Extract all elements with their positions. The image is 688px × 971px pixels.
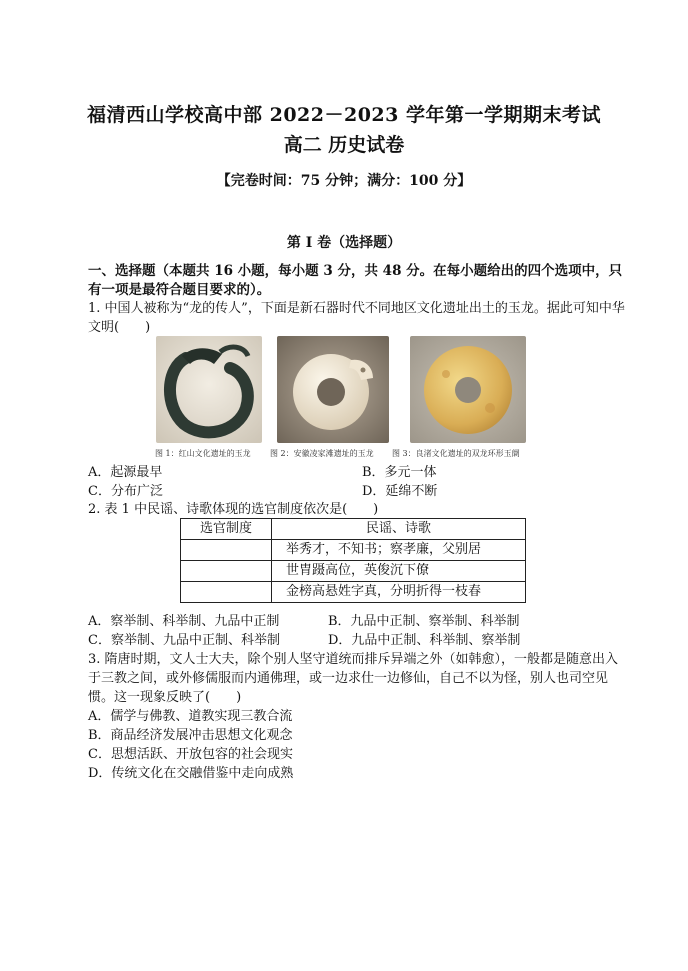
section-instructions: 一、选择题（本题共 16 小题，每小题 3 分，共 48 分。在每小题给出的四个选项中，只有一项是最符合题目要求的）。 <box>88 263 623 298</box>
q3-option-c: C．思想活跃、开放包容的社会现实 <box>88 747 293 762</box>
q2-option-a: A．察举制、科举制、九品中正制 <box>88 614 280 629</box>
figure-3-caption: 图 3：良渚文化遗址的双龙环形玉阛 <box>392 449 520 458</box>
exam-subtitle: 高二 历史试卷 <box>283 134 405 156</box>
q3-stem: 3. 隋唐时期，文人士大夫，除个别人坚守道统而排斥异端之外（如韩愈），一般都是随意出入于三教之间，或外修儒服而内通佛理，或一边求仕一边修仙，自己不以为怪，别人也司空见惯。这一现象反映了( ) <box>88 652 619 705</box>
q3-option-a: A．儒学与佛教、道教实现三教合流 <box>88 709 293 724</box>
figure-2-jade-dragon-image <box>277 336 389 443</box>
q1-option-b: B．多元一体 <box>362 465 437 480</box>
q2-option-c: C．察举制、九品中正制、科举制 <box>88 633 280 648</box>
q3-option-d: D．传统文化在交融借鉴中走向成熟 <box>88 766 294 781</box>
figure-1-jade-dragon-image <box>156 336 262 443</box>
q1-stem: 1. 中国人被称为“龙的传人”，下面是新石器时代不同地区文化遗址出土的玉龙。据此可知中华文明( ) <box>88 301 625 335</box>
table-row <box>181 561 526 582</box>
table-row <box>181 540 526 561</box>
table-cell: 世胄蹑高位，英俊沉下僚 <box>272 561 526 582</box>
table-cell <box>181 582 272 603</box>
table-cell: 举秀才，不知书；察孝廉，父别居 <box>272 540 526 561</box>
q1-option-a: A．起源最早 <box>88 465 163 480</box>
q2-option-b: B．九品中正制、察举制、科举制 <box>328 614 520 629</box>
q3-option-b: B．商品经济发展冲击思想文化观念 <box>88 728 293 743</box>
table-header-row <box>181 519 526 540</box>
table-cell <box>181 540 272 561</box>
figure-3-jade-ring-image <box>410 336 526 443</box>
table-cell: 金榜高悬姓字真，分明折得一枝春 <box>272 582 526 603</box>
figure-1-caption: 图 1：红山文化遗址的玉龙 <box>155 449 251 458</box>
selection-system-table <box>180 518 526 603</box>
table-cell <box>181 561 272 582</box>
q1-option-c: C．分布广泛 <box>88 484 163 499</box>
table-header-cell: 民谣、诗歌 <box>272 519 526 540</box>
q2-stem: 2. 表 1 中民谣、诗歌体现的选官制度依次是( ) <box>88 502 379 517</box>
q1-option-d: D．延绵不断 <box>362 484 438 499</box>
table-row <box>181 582 526 603</box>
exam-title: 福清西山学校高中部 2022－2023 学年第一学期期末考试 <box>87 104 601 126</box>
table-header-cell: 选官制度 <box>181 519 272 540</box>
q2-option-d: D．九品中正制、科举制、察举制 <box>328 633 521 648</box>
figure-2-caption: 图 2：安徽凌家滩遗址的玉龙 <box>270 449 374 458</box>
part-title: 第 I 卷（选择题） <box>286 235 402 251</box>
exam-meta: 【完卷时间：75 分钟；满分：100 分】 <box>216 173 472 189</box>
